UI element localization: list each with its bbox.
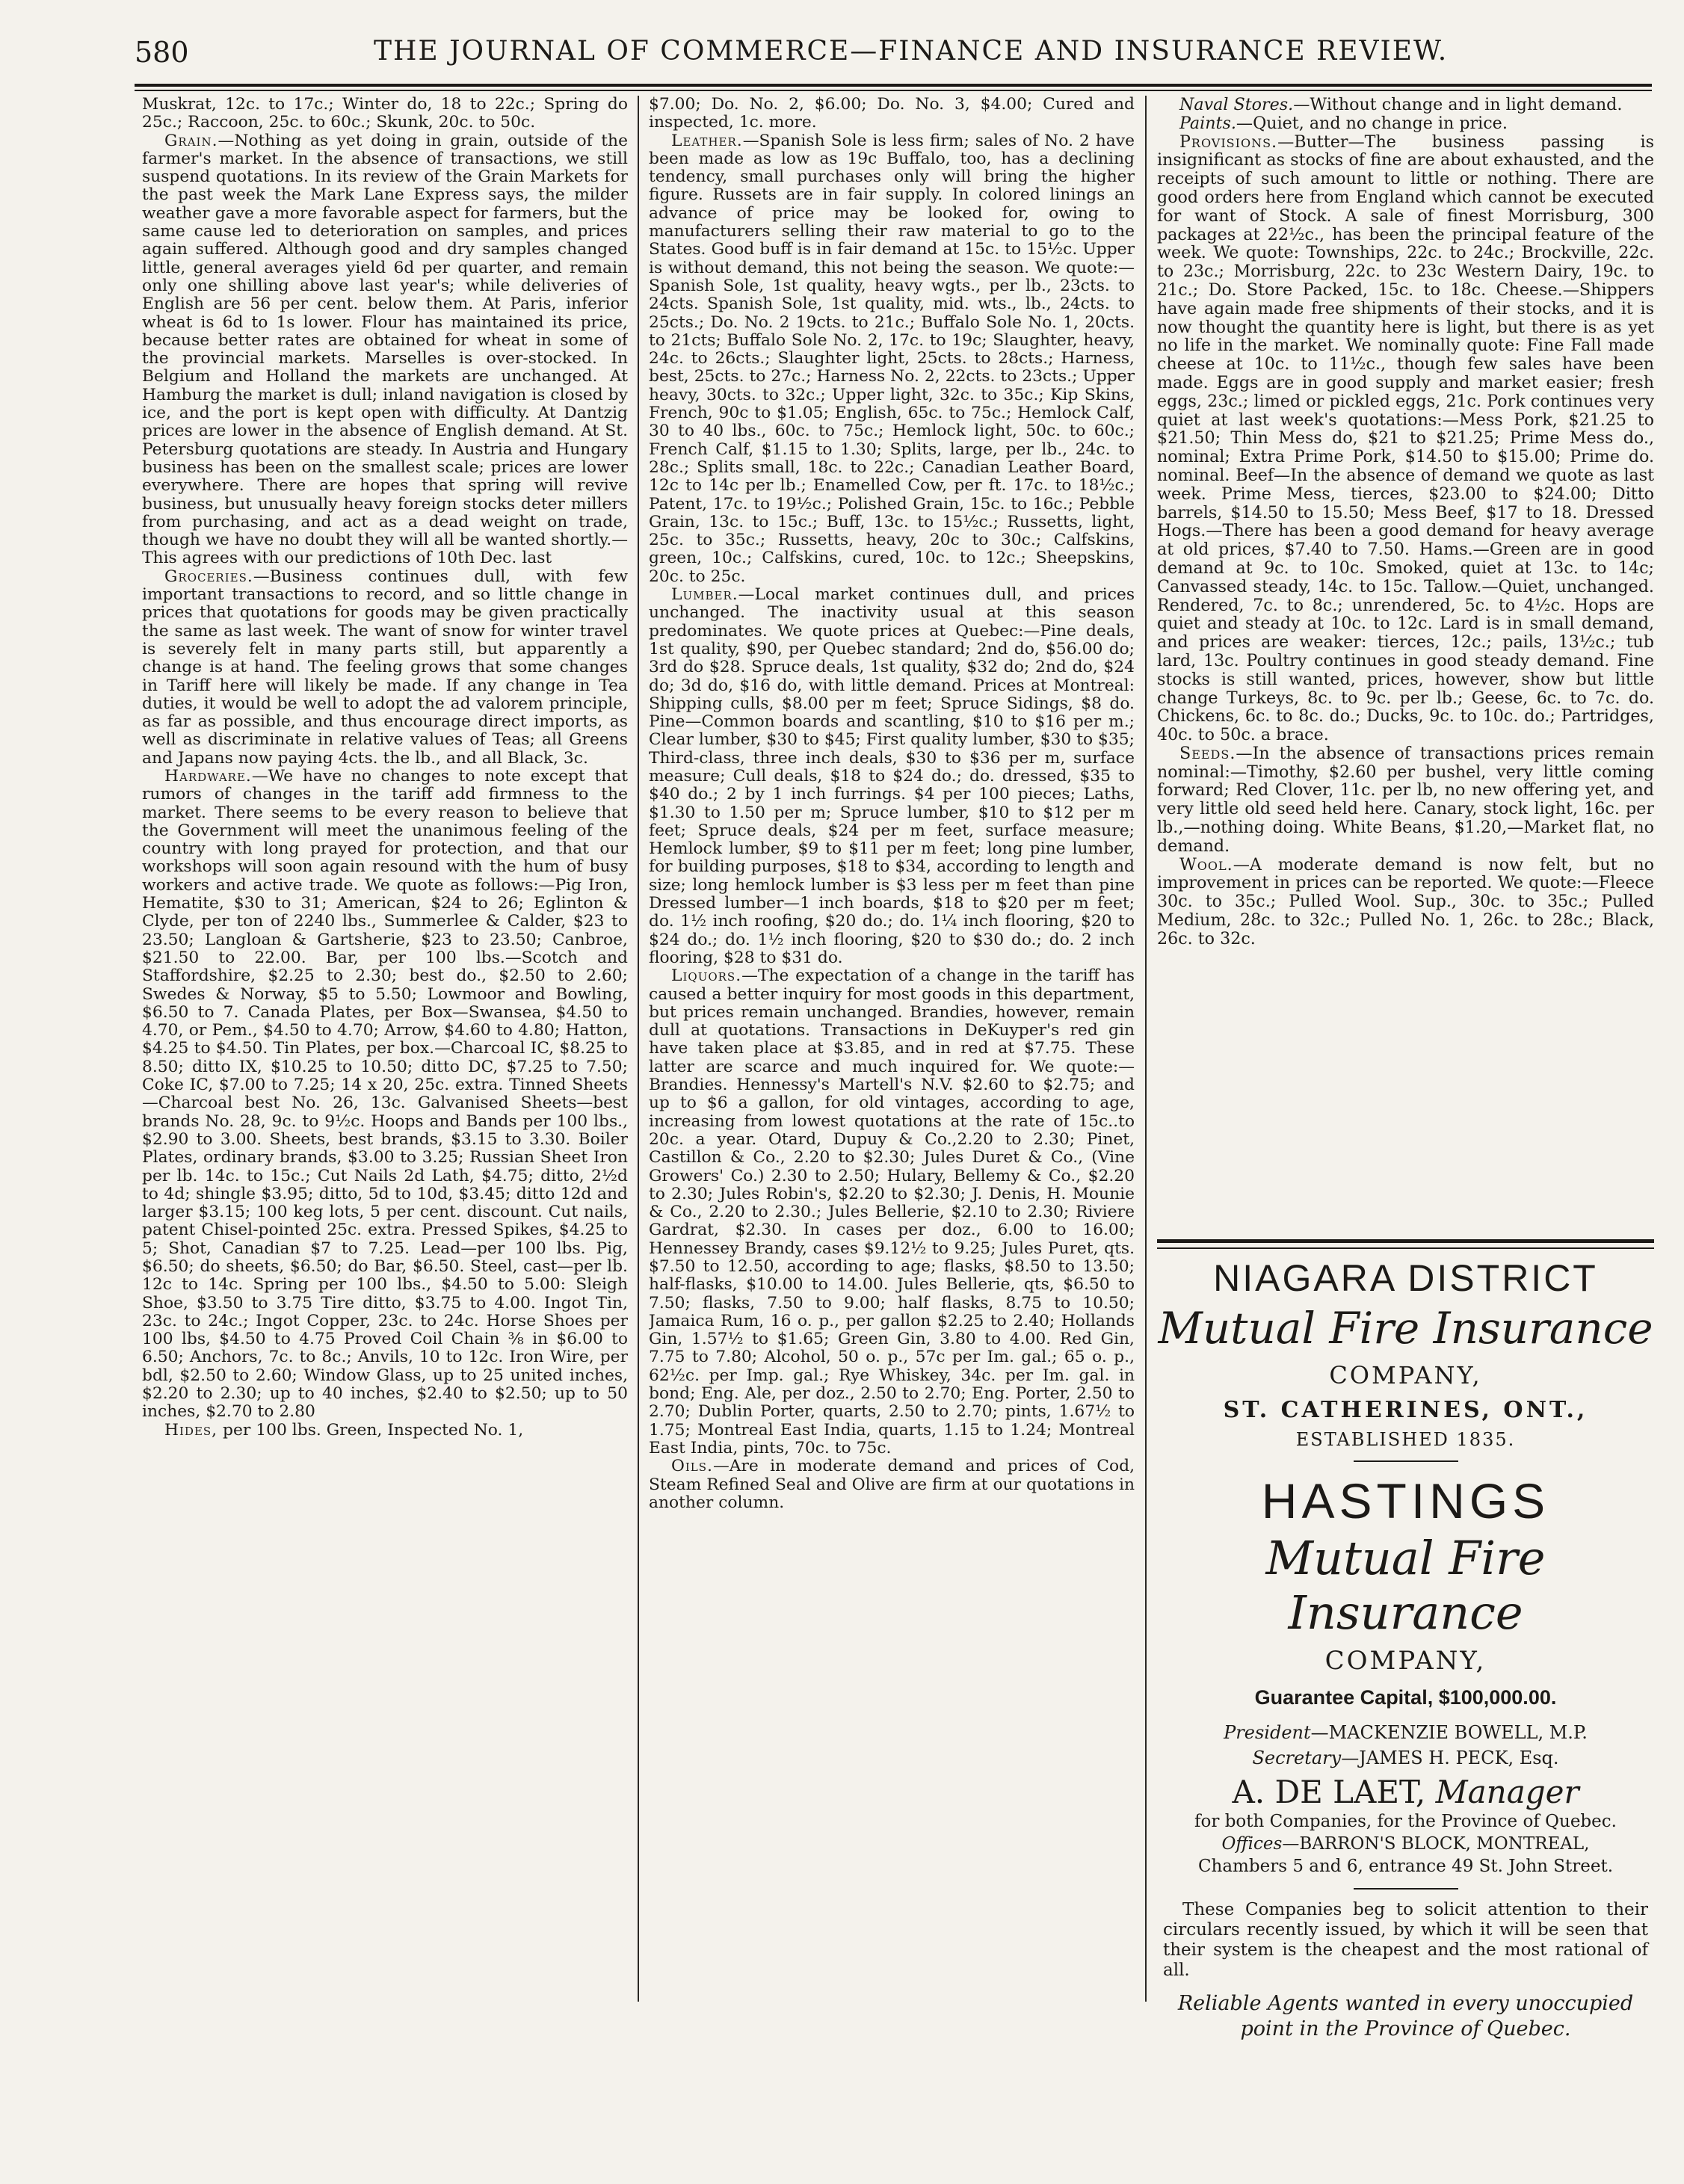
offices-address: —BARRON'S BLOCK, MONTREAL,	[1282, 1834, 1590, 1854]
chambers-line: Chambers 5 and 6, entrance 49 St. John Street.	[1197, 1857, 1614, 1876]
oils-text: —Are in moderate demand and prices of Cod, Steam Refined Seal and Olive are firm at our quotations in another column.	[649, 1457, 1135, 1512]
header-rule-thin	[135, 90, 1652, 91]
header-rule	[135, 84, 1652, 87]
agents-wanted: Reliable Agents wanted in every unoccupied point in the Province of Quebec.	[1177, 1992, 1634, 2040]
paints-heading: Paints.	[1179, 113, 1236, 133]
column-two	[649, 96, 1135, 2002]
naval-stores-paragraph	[1157, 96, 1654, 114]
page-header	[135, 31, 1652, 76]
leather-heading: Leather.	[671, 131, 743, 150]
liquors-heading: Liquors.	[671, 966, 742, 986]
president-line	[1157, 1720, 1654, 1745]
groceries-text: —Business continues dull, with few important transactions to record, and so little change in prices that quotations for goods may be given practically the same as last week. The want of snow for winter travel is severely felt in many parts still, but apparently a change is at hand. The feeling grows that some changes in Tariff here will likely be made. If any change in Tea duties, it would be well to adopt the ad valorem principle, as far as possible, and thus encourage direct imports, as well as discriminate in relative values of Teas; all Greens and Japans now paying 4cts. the lb., and all Black, 3c.	[142, 567, 628, 768]
hardware-paragraph	[142, 768, 628, 1422]
hides-text: per 100 lbs. Green, Inspected No. 1,	[218, 1420, 524, 1440]
grain-text: —Nothing as yet doing in grain, outside of the farmer's market. In the absence of transactions, we still suspend quotations. In its review of the Grain Markets for the past week the Mark Lane Express says, the milder weather gave a more favorable aspect for farmers, but the same cause led to deterioration on samples, and prices again suffered. Although good and dry samples changed little, general averages yield 6d per quarter, and remain only one shilling above last year's; while deliveries of English are 56 per cent. below them. At Paris, inferior wheat is 6d to 1s lower. Flour has maintained its price, because better rates are obtained for wheat in some of the provincial markets. Marselles is over-stocked. In Belgium and Holland the markets are unchanged. At Hamburg the market is dull; inland navigation is closed by ice, and the port is kept open with difficulty. At Dantzig prices are lower in the absence of English demand. At St. Petersburg quotations are steady. In Austria and Hungary business has been on the smallest scale; prices are lower everywhere. There are hopes that spring will revive business, but unusually heavy foreign stocks deter millers from purchasing, and act as a dead weight on trade, though we have no doubt they will all be wanted shortly.—This agrees with our predictions of 10th Dec. last	[142, 131, 628, 568]
hides-paragraph	[142, 1422, 628, 1440]
provisions-heading: Provisions.	[1179, 132, 1278, 152]
wool-paragraph	[1157, 856, 1654, 948]
liquors-text: —The expectation of a change in the tariff has caused a better inquiry for most goods in this department, but prices remain unchanged. Brandies, however, remain dull at quotations. Transactions in DeKuyper's red gin have taken place at $3.85, and in red at $7.75. These latter are scarce and much inquired for. We quote:—Brandies. Hennessy's Martell's N.V. $2.60 to $2.75; and up to $6 a gallon, for old vintages, according to age, increasing from lowest quotations at the rate of 15c..to 20c. a year. Otard, Dupuy & Co.,2.20 to 2.30; Pinet, Castillon & Co., 2.20 to $2.30; Jules Duret & Co., (Vine Growers' Co.) 2.30 to 2.50; Hulary, Bellemy & Co., $2.20 to 2.30; Jules Robin's, $2.20 to $2.30; J. Denis, H. Mounie & Co., 2.20 to 2.30.; Jules Bellerie, $2.10 to 2.30; Riviere Gardrat, $2.30. In cases per doz., 6.00 to 16.00; Hennessey Brandy, cases $9.12½ to 9.25; Jules Puret, qts. $7.50 to 12.50, according to age; flasks, $8.50 to 13.50; half-flasks, $10.00 to 14.00. Jules Bellerie, qts, $6.50 to 7.50; flasks, 7.50 to 9.00; half flasks, 8.75 to 10.50; Jamaica Rum, 16 o. p., per gallon $2.25 to 2.40; Hollands Gin, 1.57½ to $1.65; Green Gin, 3.80 to 4.00. Red Gin, 7.75 to 7.80; Alcohol, 50 o. p., 57c per Im. gal.; 65 o. p., 62½c. per Imp. gal.; Rye Whiskey, 34c. per Im. gal. in bond; Eng. Ale, per doz., 2.50 to 2.70; Eng. Porter, 2.50 to 2.70; Dublin Porter, quarts, 2.50 to 2.70; pints, 1.67½ to 1.75; Montreal East India, quarts, 1.15 to 1.24; Montreal East India, pints, 70c. to 75c.	[649, 966, 1135, 1457]
ad-top-rule	[1157, 1239, 1654, 1243]
column-three	[1157, 96, 1654, 1232]
furs-paragraph: Muskrat, 12c. to 17c.; Winter do, 18 to 22c.; Spring do 25c.; Raccoon, 25c. to 60c.; Skunk, 20c. to 50c.	[142, 96, 628, 132]
leather-text: —Spanish Sole is less firm; sales of No. 2 have been made as low as 19c Buffalo, too, has a declining tendency, small purchases only will bring the higher figure. Russets are in fair supply. In colored linings an advance of price may be looked for, owing to manufacturers selling their raw material to go to the States. Good buff is in fair demand at 15c. to 15½c. Upper is without demand, this not being the season. We quote:—Spanish Sole, 1st quality, heavy wgts., per lb., 23cts. to 24cts. Spanish Sole, 1st quality, mid. wts., lb., 24cts. to 25cts.; Do. No. 2 19cts. to 21c.; Buffalo Sole No. 1, 20cts. to 21cts; Buffalo Sole No. 2, 17c. to 19c; Slaughter, heavy, 24c. to 26cts.; Slaughter light, 25cts. to 28cts.; Harness, best, 25cts. to 27c.; Harness No. 2, 22cts. to 23cts.; Upper heavy, 30cts. to 32c.; Upper light, 32c. to 35c.; Kip Skins, French, 90c to $1.05; English, 65c. to 75c.; Hemlock Calf, 30 to 40 lbs., 60c. to 75c.; Hemlock light, 50c. to 60c.; French Calf, $1.15 to 1.30; Splits, large, per lb., 24c. to 28c.; Splits small, 18c. to 22c.; Canadian Leather Board, 12c to 14c per lb.; Enamelled Cow, per ft. 17c. to 18½c.; Patent, 17c. to 19½c.; Polished Grain, 15c. to 16c.; Pebble Grain, 13c. to 15c.; Buff, 13c. to 15½c.; Russetts, light, 25c. to 35c.; Russetts, heavy, 20c to 30c.; Calfskins, green, 10c.; Calfskins, cured, 10c. to 12c.; Sheepskins, 20c. to 25c.	[649, 131, 1135, 586]
seeds-paragraph	[1157, 744, 1654, 856]
president-label: President	[1224, 1722, 1311, 1743]
seeds-text: —In the absence of transactions prices remain nominal:—Timothy, $2.60 per bushel, very little coming forward; Red Clover, 11c. per lb, no new offering yet, and very little old seed held here. Canary, stock light, 16c. per lb.,—nothing doing. White Beans, $1.20,—Market flat, no demand.	[1157, 743, 1654, 856]
groceries-paragraph	[142, 568, 628, 768]
hastings-title: HASTINGS	[1261, 1473, 1550, 1529]
ad-short-rule-2	[1354, 1888, 1458, 1890]
seeds-heading: Seeds.	[1179, 743, 1236, 763]
niagara-company-label: COMPANY,	[1329, 1361, 1482, 1389]
paints-text: —Quiet, and no change in price.	[1236, 113, 1508, 133]
oils-paragraph	[649, 1457, 1135, 1512]
hardware-text: —We have no changes to note except that rumors of changes in the tariff add firmness to the market. There seems to be every reason to believe that the Government will meet the unanimous feeling of the country with long prayed for protection, and that our workshops will soon again resound with the hum of busy workers and active trade. We quote as follows:—Pig Iron, Hematite, $30 to 31; American, $24 to 26; Eglinton & Clyde, per ton of 2240 lbs., Summerlee & Calder, $23 to 23.50; Langloan & Gartsherie, $23 to 23.50; Canbroe, $21.50 to 22.00. Bar, per 100 lbs.—Scotch and Staffordshire, $2.25 to 2.30; best do., $2.50 to 2.60; Swedes & Norway, $5 to 5.50; Lowmoor and Bowling, $6.50 to 7. Canada Plates, per Box—Swansea, $4.50 to 4.70, or Pem., $4.50 to 4.70; Arrow, $4.60 to 4.80; Hatton, $4.25 to $4.50. Tin Plates, per box.—Charcoal IC, $8.25 to 8.50; ditto IX, $10.25 to 10.50; ditto DC, $7.25 to 7.50; Coke IC, $7.00 to 7.25; 14 x 20, 25c. extra. Tinned Sheets—Charcoal best No. 26, 13c. Galvanised Sheets—best brands No. 28, 9c. to 9½c. Hoops and Bands per 100 lbs., $2.90 to 3.00. Sheets, best brands, $3.15 to 3.30. Boiler Plates, ordinary brands, $3.00 to 3.25; Russian Sheet Iron per lb. 14c. to 15c.; Cut Nails 2d Lath, $4.75; ditto, 2½d to 4d; shingle $3.95; ditto, 5d to 10d, $3.45; ditto 12d and larger $3.15; 100 keg lots, 5 per cent. discount. Cut nails, patent Chisel-pointed 25c. extra. Pressed Spikes, $4.25 to 5; Shot, Canadian $7 to 7.25. Lead—per 100 lbs. Pig, $6.50; do sheets, $6.50; do Bar, $6.50. Steel, cast—per lb. 12c to 14c. Spring per 100 lbs., $4.50 to 5.00: Sleigh Shoe, $3.50 to 3.75 Tire ditto, $3.75 to 4.00. Ingot Tin, 23c. to 24c.; Ingot Copper, 23c. to 24c. Horse Shoes per 100 lbs, $4.50 to 4.75 Proved Coil Chain ⅜ in $6.00 to 6.50; Anchors, 7c. to 8c.; Anvils, 10 to 12c. Iron Wire, per bdl, $2.50 to 2.60; Window Glass, up to 25 united inches, $2.20 to 2.30; up to 40 inches, $2.40 to $2.50; up to 50 inches, $2.70 to 2.80	[142, 766, 628, 1422]
liquors-paragraph	[649, 967, 1135, 1457]
lumber-heading: Lumber.	[671, 585, 738, 605]
provisions-paragraph	[1157, 133, 1654, 744]
lumber-paragraph	[649, 586, 1135, 967]
insurance-advertisement	[1157, 1239, 1654, 2042]
offices-line	[1157, 1833, 1654, 1855]
manager-title: Manager	[1435, 1774, 1579, 1810]
wool-text: —A moderate demand is now felt, but no improvement in prices can be reported. We quote:—Fleece 30c. to 35c.; Pulled Wool. Sup., 30c. to 35c.; Pulled Medium, 28c. to 32c.; Pulled No. 1, 26c. to 28c.; Black, 26c. to 32c.	[1157, 854, 1654, 948]
page-number: 580	[135, 36, 189, 69]
grain-heading: Grain.	[164, 131, 218, 150]
hastings-company-label: COMPANY,	[1324, 1646, 1487, 1676]
guarantee-capital: Guarantee Capital, $100,000.00.	[1254, 1686, 1557, 1709]
secretary-name: —JAMES H. PECK, Esq.	[1341, 1747, 1559, 1768]
established-date: ESTABLISHED 1835.	[1295, 1429, 1516, 1450]
groceries-heading: Groceries.	[164, 567, 253, 586]
column-one	[142, 96, 628, 2002]
naval-stores-heading: Naval Stores.	[1179, 96, 1294, 114]
niagara-mutual-fire-insurance: Mutual Fire Insurance	[1158, 1303, 1653, 1354]
secretary-line	[1157, 1745, 1654, 1771]
niagara-district-title: NIAGARA DISTRICT	[1213, 1257, 1598, 1299]
journal-title: THE JOURNAL OF COMMERCE—FINANCE AND INSURANCE REVIEW.	[374, 36, 1449, 67]
paints-paragraph	[1157, 114, 1654, 133]
st-catherines-location: ST. CATHERINES, ONT.,	[1223, 1397, 1588, 1423]
manager-scope: for both Companies, for the Province of Quebec.	[1194, 1812, 1617, 1831]
ad-top-rule-thin	[1157, 1247, 1654, 1249]
president-name: —MACKENZIE BOWELL, M.P.	[1310, 1722, 1588, 1743]
hastings-mutual-fire-insurance: Mutual Fire Insurance	[1265, 1531, 1546, 1640]
manager-line	[1157, 1774, 1654, 1810]
offices-label: Offices	[1221, 1834, 1283, 1854]
provisions-text: —Butter—The business passing is insignificant as stocks of fine are about exhausted, and the receipts of such amount to little or nothing. There are good orders here from England which cannot be executed for want of Stock. A sale of finest Morrisburg, 300 packages at 22½c., has been the principal feature of the week. We quote: Townships, 22c. to 24c.; Brockville, 22c. to 23c.; Morrisburg, 22c. to 23c Western Dairy, 19c. to 21c.; Do. Store Packed, 15c. to 18c. Cheese.—Shippers have again made free shipments of their stocks, and it is now thought the quantity here is light, but there is as yet no life in the market. We nominally quote: Fine Fall made cheese at 10c. to 11½c., though few sales have been made. Eggs are in good supply and market easier; fresh eggs, 23c.; limed or pickled eggs, 21c. Pork continues very quiet at last week's quotations:—Mess Pork, $21.25 to $21.50; Thin Mess do, $21 to $21.25; Prime Mess do., nominal; Extra Prime Pork, $14.50 to $15.00; Prime do. nominal. Beef—In the absence of demand we quote as last week. Prime Mess, tierces, $23.00 to $24.00; Ditto barrels, $14.50 to 15.50; Mess Beef, $17 to 18. Dressed Hogs.—There has been a good demand for heavy average at old prices, $7.40 to 7.50. Hams.—Green are in good demand at 9c. to 10c. Smoked, quiet at 13c. to 14c; Canvassed steady, 14c. to 15c. Tallow.—Quiet, unchanged. Rendered, 7c. to 8c.; unrendered, 5c. to 4½c. Hops are quiet and steady at 10c. to 12c. Lard is in small demand, and prices are weaker: tierces, 12c.; pails, 13½c.; tub lard, 13c. Poultry continues in good steady demand. Fine stocks is still wanted, prices, however, show but little change Turkeys, 8c. to 9c. per lb.; Geese, 6c. to 7c. do. Chickens, 6c. to 8c. do.; Ducks, 9c. to 10c. do.; Partridges, 40c. to 50c. a brace.	[1157, 132, 1654, 745]
wool-heading: Wool.	[1179, 854, 1233, 874]
companies-notice: These Companies beg to solicit attention to their circulars recently issued, by which it will be seen that their system is the cheapest and the most rational of all.	[1163, 1900, 1648, 1980]
manager-name: A. DE LAET,	[1232, 1774, 1426, 1810]
grain-paragraph	[142, 132, 628, 568]
hardware-heading: Hardware.	[164, 766, 252, 786]
column-divider-right	[1145, 96, 1147, 2002]
secretary-label: Secretary	[1252, 1747, 1342, 1768]
leather-paragraph	[649, 132, 1135, 586]
hides-heading: Hides,	[164, 1420, 218, 1440]
ad-short-rule	[1354, 1460, 1458, 1462]
officers-block	[1157, 1720, 1654, 1771]
hides-continued: $7.00; Do. No. 2, $6.00; Do. No. 3, $4.00; Cured and inspected, 1c. more.	[649, 96, 1135, 132]
column-divider-left	[638, 96, 639, 2002]
naval-stores-text: —Without change and in light demand.	[1293, 96, 1623, 114]
lumber-text: —Local market continues dull, and prices unchanged. The inactivity usual at this season predominates. We quote prices at Quebec:—Pine deals, 1st quality, $90, per Quebec standard; 2nd do, $56.00 do; 3rd do $28. Spruce deals, 1st quality, $32 do; 2nd do, $24 do; 3d do, $16 do, with little demand. Prices at Montreal: Shipping culls, $8.00 per m feet; Spruce Sidings, $8 do. Pine—Common boards and scantling, $10 to $16 per m.; Clear lumber, $30 to $45; First quality lumber, $30 to $35; Third-class, three inch deals, $30 to $36 per m, surface measure; Cull deals, $18 to $24 do.; do. dressed, $35 to $40 do.; 2 by 1 inch furrings. $4 per 100 pieces; Laths, $1.30 to 1.50 per m; Spruce lumber, $10 to $12 per m feet; Spruce deals, $24 per m feet, surface measure; Hemlock lumber, $9 to $11 per m feet; long pine lumber, for building purposes, $18 to $34, according to length and size; long hemlock lumber is $3 less per m feet than pine Dressed lumber—1 inch boards, $18 to $20 per m feet; do. 1½ inch roofing, $20 do.; do. 1¼ inch flooring, $20 to $24 do.; do. 1½ inch flooring, $20 to $30 do.; do. 2 inch flooring, $28 to $31 do.	[649, 585, 1135, 967]
oils-heading: Oils.	[671, 1457, 713, 1476]
